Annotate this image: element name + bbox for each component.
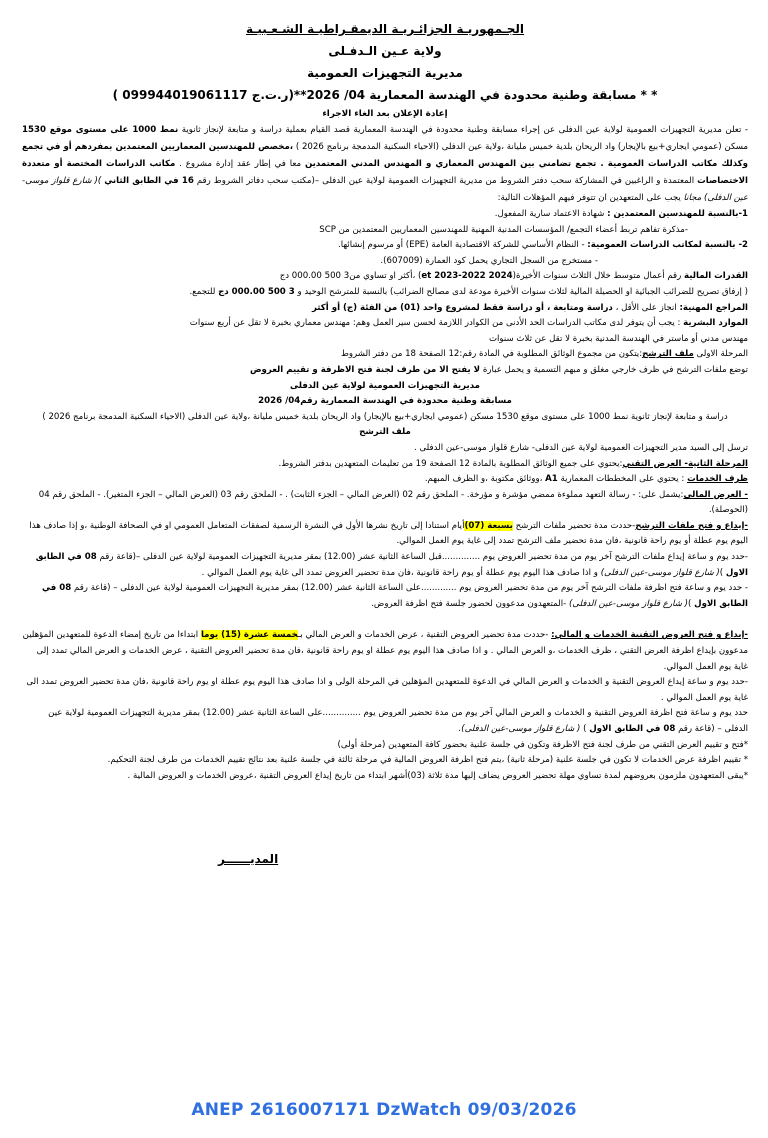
highlight-seven-days: بسبعة (07) xyxy=(464,520,513,531)
deposit-offers: -إيداع و فتح العروض التقنية الخدمات و المالي: -حددت مدة تحضير العروض التقنية ، عرض الخدمات و العرض المالي بـخمسة عشرة (15) يوما ابتداءا من تاريخ إمضاء الدعوة للمتعهدين المؤهلين مدعوون بإيداع اظرفة العرض التقني ، ظرف الخدمات ،و العرض المالي . و اذا صادف هذا اليوم يوم عطلة او يوم راحة قانونية ،فان مدة تحضير العروض التقنية ، عرض الخدمات و العرض المالي تمدد إلى غاية يوم العمل الموالي. xyxy=(22,630,748,672)
qualification-financial: القدرات المالية رقم أعمال متوسط خلال الثلاث سنوات الأخيرة(2024 et 2023-2022) ،أكثر او تساوي من3 500 000.00 دج xyxy=(279,271,748,282)
highlight-fifteen-days: خمسة عشرة (15) يوما xyxy=(200,630,298,641)
note-technical-evaluation: *فتح و تقييم العرض التقني من طرف لجنة فتح الاظرفة وتكون في جلسة علنية بحضور كافة المتعهدين (مرحلة أولى) xyxy=(337,739,748,750)
wilaya-heading: ولاية عـين الـدفـلى xyxy=(328,44,442,58)
deposit-candidacy-opening: - حدد يوم و ساعة فتح اظرفة ملفات الترشح آخر يوم من مدة تحضير العروض يوم .............على الساعة الثانية عشر (12.00) بمقر مديرية التجهيزات العمومية لولاية عين الدفلى – (قاعة رقم 08 في الطابق الاول )( شارع قلواز موسى-عين الدفلى) -المتعهدون مدعوون لحضور جلسة فتح اظرفة العروض. xyxy=(41,583,748,609)
phase2-send-to: ترسل إلى السيد مدير التجهيزات العمومية لولاية عين الدفلى- شارع قلواز موسى-عين الدفلى . xyxy=(414,442,748,453)
deposit-candidacy-deadline: -حدد يوم و ساعة إيداع ملفات الترشح آخر يوم من مدة تحضير العروض يوم ..............قبل الساعة الثانية عشر (12.00) بمقر مديرية التجهيزات العمومية لولاية عين الدفلى –(قاعة رقم 08 في الطابق الاول )( شارع قلواز موسى-عين الدفلى) و اذا صادف هذا اليوم يوم عطلة أو يوم راحة قانونية ،فان مدة تحضير العروض تمدد الى غاية يوم العمل الموالي . xyxy=(35,552,748,578)
note-services-evaluation: * تقييم اظرفة عرض الخدمات لا تكون في جلسة علنية (مرحلة ثانية) ،يتم فتح اظرفة العروض المالية في مرحلة ثالثة في جلسة علنية بعد نتائج تقييم الخدمات من طرف لجنة التحكيم. xyxy=(107,755,748,766)
phase1-candidacy: المرحلة الاولى ملف الترشح:يتكون من مجموع الوثائق المطلوبة في المادة رقم:12 الصفحة 18 من دفتر الشروط xyxy=(340,349,748,360)
qualification-tax: ( إرفاق تصريح للضرائب الجبائية او الحصيلة المالية لثلاث سنوات الأخيرة مودعة لدى مصالح الضرائب) بالنسبة للمترشح الوحيد و 3 500 000.00 دج للتجمع. xyxy=(189,286,748,297)
publication-reference: ANEP 2616007171 DzWatch 09/03/2026 xyxy=(191,1100,577,1120)
phase2-services: ظرف الخدمات : يحتوي على المخططات المعمارية A1 ،ووثائق مكتوبة ،و الظرف المبهم. xyxy=(424,474,748,485)
tender-notice xyxy=(22,18,748,784)
qualification-offices: 2- بالنسبة لمكاتب الدراسات العمومية: - النظام الأساسي للشركة الاقتصادية العامة (EPE) أو مرسوم إنشائها. xyxy=(338,240,748,251)
qualification-hr: الموارد البشرية : يجب أن يتوفر لدى مكاتب الدراسات الحد الأدنى من الكوادر اللازمة لحسن سير العمل وهم: مهندس معماري بخبرة لا تقل عن أربع سنوات xyxy=(189,318,748,329)
directorate-heading: مديرية التجهيزات العمومية xyxy=(307,66,463,80)
relaunch-notice: إعادة الإعلان بعد الغاء الاجراء xyxy=(322,109,448,119)
intro-paragraph: - تعلن مديرية التجهيزات العمومية لولاية عين الدفلى عن إجراء مسابقة وطنية محدودة في الهندسة المعمارية قصد القيام بعملية دراسة و متابعة لإنجاز ثانوية نمط 1000 على مستوى موقع 1530 مسكن (عمومي ايجاري+بيع بالإيجار) واد الريحان بلدية خميس مليانة ،ولاية عين الدفلى (الاحياء السكنية المدمجة برنامج 2026 ) ،مخصص للمهندسين المعماريين المعتمدين بمفردهم أو في تجمع وكذلك مكاتب الدراسات العمومية . تجمع تضامني بين المهندس المعماري و المهندس المدني المعتمدين معا في إطار عقد إدارة مشروع . مكاتب الدراسات المختصة أو متعددة الاختصاصات المعتمدة و الراغبين في المشاركة سحب دفتر الشروط من مديرية التجهيزات العمومية لولاية عين الدفلى –(مكتب سحب دفاتر الشروط رقم 16 في الطابق الثاني )( شارع قلواز موسى-عين الدفلى) مجانا يجب على المتعهدين ان تتوفر فيهم المؤهلات التالية: xyxy=(22,125,749,203)
envelope-directorate: مديرية التجهيزات العمومية لولاية عين الدفلى xyxy=(290,380,480,391)
qualification-hr-2: مهندس مدني أو ماستر في الهندسة المدنية بخبرة لا تقل عن ثلاث سنوات xyxy=(488,333,748,344)
phase1-envelope: توضع ملفات الترشح في ظرف خارجي مغلق و مبهم التسمية و يحمل عبارة لا يفتح الا من طرف لجنة فتح الاظرفة و تقييم العروض xyxy=(249,364,748,375)
director-signature: المديــــــر xyxy=(218,852,279,866)
phase2-technical: المرحلة الثانية- العرض التقني:يحتوي على جميع الوثائق المطلوبة بالمادة 12 الصفحة 19 من تعليمات المتعهدين بدفتر الشروط. xyxy=(278,458,748,469)
envelope-file: ملف الترشح xyxy=(359,427,411,438)
republic-heading: الجـمهوريـة الجزائـريـة الديمقـراطيـة الشـعـبيـة xyxy=(246,22,524,36)
envelope-project: دراسة و متابعة لإنجاز ثانوية نمط 1000 على مستوى موقع 1530 مسكن (عمومي ايجاري+بيع بالإيجار) واد الريحان بلدية خميس مليانة ،ولاية عين الدفلى (الاحياء السكنية المدمجة برنامج 2026 ) xyxy=(42,411,728,422)
deposit-offers-opening: حدد يوم و ساعة فتح اظرفة العروض التقنية و الخدمات و العرض المالي آخر يوم من مدة تحضير العروض يوم ..............على الساعة الثانية عشر (12.00) بمقر مديرية التجهيزات العمومية لولاية عين الدفلى – (قاعة رقم 08 في الطابق الاول ) ( شارع قلواز موسى-عين الدفلى). xyxy=(48,708,748,734)
deposit-candidacy: -إيداع و فتح ملفات الترشح-حددت مدة تحضير ملفات الترشح بسبعة (07)أيام استنادا إلى تاريخ نشرها الأول في النشرة الرسمية لصفقات المتعامل العمومي او في الصحافة الوطنية ،و إذا صادف هذا اليوم يوم عطلة أو يوم راحة قانونية ،فان مدة تحضير ملف الترشح تمدد إلى غاية يوم العمل الموالي. xyxy=(29,520,748,547)
qualification-registry: - مستخرج من السجل التجاري يحمل كود العمارة (607009). xyxy=(380,255,598,266)
deposit-offers-time: -حدد يوم و ساعة إيداع العروض التقنية و الخدمات و العرض المالي في الدعوة للمتعهدين المؤهلين في المرحلة الولى و اذا صادف هذا اليوم يوم عطلة او يوم راحة قانونية ،فان مدة تحضير العروض تمدد الى غاية يوم العمل الموالي . xyxy=(26,677,748,703)
envelope-competition: مسابقة وطنية محدودة في الهندسة المعمارية رقم04/ 2026 xyxy=(258,396,512,407)
note-validity-period: *يبقى المتعهدون ملزمون بعروضهم لمدة تساوي مهلة تحضير العروض يضاف إليها مدة ثلاثة (03)أشهر ابتداء من تاريخ إيداع العروض التقنية ،عروض الخدمات و العروض المالية . xyxy=(127,770,748,781)
qualification-architects: 1-بالنسبة للمهندسين المعتمدين : شهادة الاعتماد سارية المفعول. xyxy=(494,209,748,219)
phase2-financial: - العرض المالي:يشمل على: - رسالة التعهد مملوءة ممضي مؤشرة و مؤرخة. - الملحق رقم 02 (العرض المالي – الجزء الثابت) . - الملحق رقم 03 (العرض المالي – الجزء المتغير). - الملحق رقم 04 (الحوصلة). xyxy=(38,489,748,516)
spacer xyxy=(22,612,748,628)
qualification-references: المراجع المهنية: انجاز على الأقل ، دراسة ومتابعة ، أو دراسة فقط لمشروع واحد (01) من الفئة (ج) أو أكثر xyxy=(311,302,748,313)
competition-title: * * مسابقة وطنية محدودة في الهندسة المعمارية 04/ 2026**(ر.ت.ج 099944019061117 ) xyxy=(112,88,658,102)
qualification-memo: -مذكرة تفاهم تربط أعضاء التجمع/ المؤسسات المدنية المهنية للمهندسين المعماريين المعتمدين من SCP xyxy=(319,224,688,235)
